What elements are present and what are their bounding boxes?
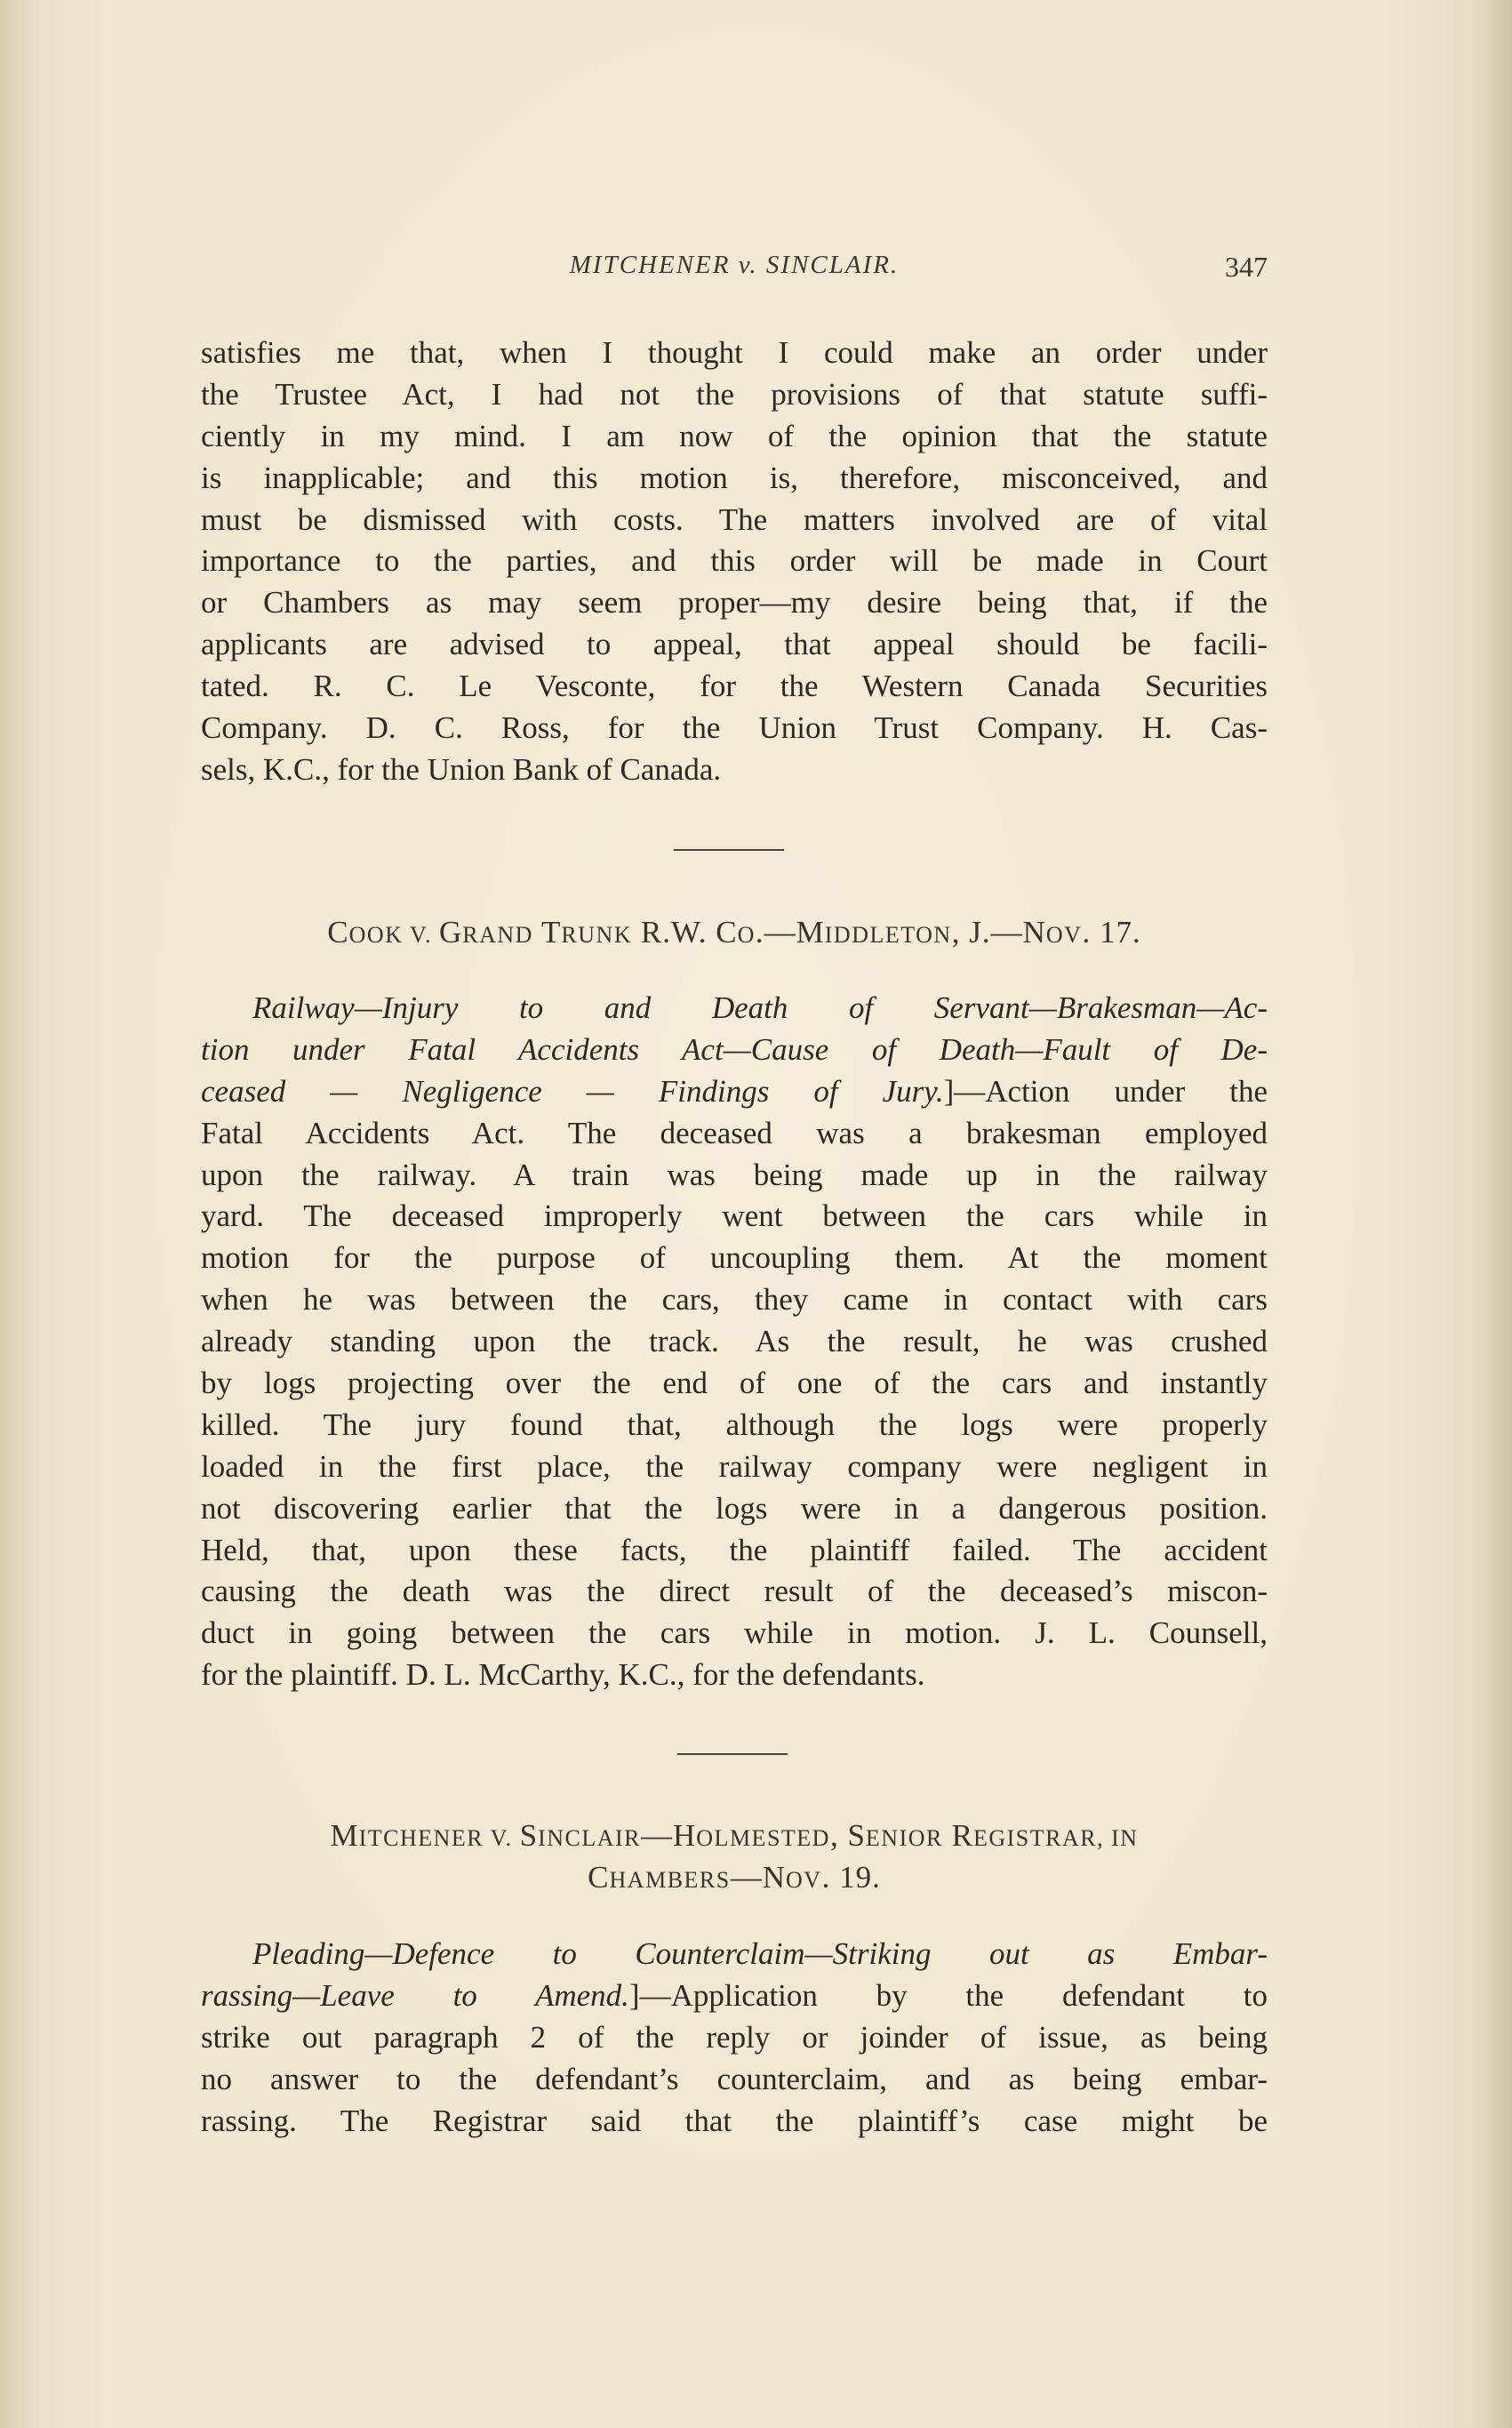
- text-line: loaded in the first place, the railway company were negligent in: [201, 1448, 1268, 1484]
- text-line: already standing upon the track. As the result, he was crushed: [201, 1324, 1268, 1359]
- text-line: satisfies me that, when I thought I could make an order under: [201, 335, 1268, 370]
- text-line: duct in going between the cars while in motion. J. L. Counsell,: [201, 1615, 1268, 1651]
- text-line: strike out paragraph 2 of the reply or joinder of issue, as being: [201, 2019, 1268, 2055]
- text-line: must be dismissed with costs. The matters involved are of vital: [201, 501, 1268, 537]
- headnote-line: Pleading—Defence to Counterclaim—Striking out as Embar-: [252, 1936, 1268, 1971]
- text-line: ciently in my mind. I am now of the opinion that the statute: [201, 418, 1268, 453]
- case-summary-mitchener: [201, 1934, 1268, 2142]
- case-heading-mitchener: MITCHENER V. SINCLAIR—HOLMESTED, SENIOR REGISTRAR, IN: [330, 1818, 1139, 1853]
- text-line: not discovering earlier that the logs were in a dangerous position.: [201, 1490, 1268, 1526]
- headnote-line: Railway—Injury to and Death of Servant—Brakesman—Ac-: [252, 990, 1268, 1025]
- headnote-line: ceased — Negligence — Findings of Jury.]—Action under the: [201, 1073, 1268, 1109]
- text-line: by logs projecting over the end of one of the cars and instantly: [201, 1366, 1268, 1401]
- running-head: [201, 251, 1268, 295]
- headnote-line: tion under Fatal Accidents Act—Cause of Death—Fault of De-: [201, 1031, 1268, 1067]
- text-line: motion for the purpose of uncoupling them. At the moment: [201, 1240, 1268, 1276]
- text-line: when he was between the cars, they came in contact with cars: [201, 1282, 1268, 1318]
- text-line: yard. The deceased improperly went between the cars while in: [201, 1198, 1268, 1234]
- page-number: 347: [1225, 251, 1268, 283]
- text-line: rassing. The Registrar said that the plaintiff’s case might be: [201, 2103, 1268, 2138]
- text-line: Fatal Accidents Act. The deceased was a brakesman employed: [201, 1115, 1268, 1150]
- section-divider: [677, 1753, 788, 1755]
- text-line: no answer to the defendant’s counterclaim, and as being embar-: [201, 2061, 1268, 2096]
- text-line: Held, that, upon these facts, the plaintiff failed. The accident: [201, 1532, 1268, 1567]
- continuation-paragraph: [201, 333, 1268, 791]
- text-line: upon the railway. A train was being made up in the railway: [201, 1157, 1268, 1192]
- text-line: causing the death was the direct result of the deceased’s miscon-: [201, 1574, 1268, 1609]
- text-line: tated. R. C. Le Vesconte, for the Western Canada Securities: [201, 669, 1268, 704]
- case-summary-cook: [201, 988, 1268, 1696]
- text-line: the Trustee Act, I had not the provisions of that statute suffi-: [201, 376, 1268, 412]
- text-line: for the plaintiff. D. L. McCarthy, K.C., for the defendants.: [201, 1657, 925, 1693]
- section-divider: [674, 849, 784, 851]
- text-line: Company. D. C. Ross, for the Union Trust Company. H. Cas-: [201, 710, 1268, 746]
- text-line: sels, K.C., for the Union Bank of Canada.: [201, 751, 722, 787]
- case-heading-mitchener-line2: CHAMBERS—NOV. 19.: [588, 1860, 881, 1895]
- text-line: is inapplicable; and this motion is, therefore, misconceived, and: [201, 460, 1268, 495]
- text-line: killed. The jury found that, although the logs were properly: [201, 1406, 1268, 1442]
- text-line: or Chambers as may seem proper—my desire being that, if the: [201, 585, 1268, 621]
- running-head-title: MITCHENER v. SINCLAIR.: [569, 251, 900, 279]
- headnote-line: rassing—Leave to Amend.]—Application by the defendant to: [201, 1977, 1268, 2013]
- text-line: applicants are advised to appeal, that appeal should be facili-: [201, 627, 1268, 662]
- text-line: importance to the parties, and this order will be made in Court: [201, 543, 1268, 579]
- case-heading-cook: COOK V. GRAND TRUNK R.W. CO.—MIDDLETON, J.—NOV. 17.: [327, 915, 1141, 950]
